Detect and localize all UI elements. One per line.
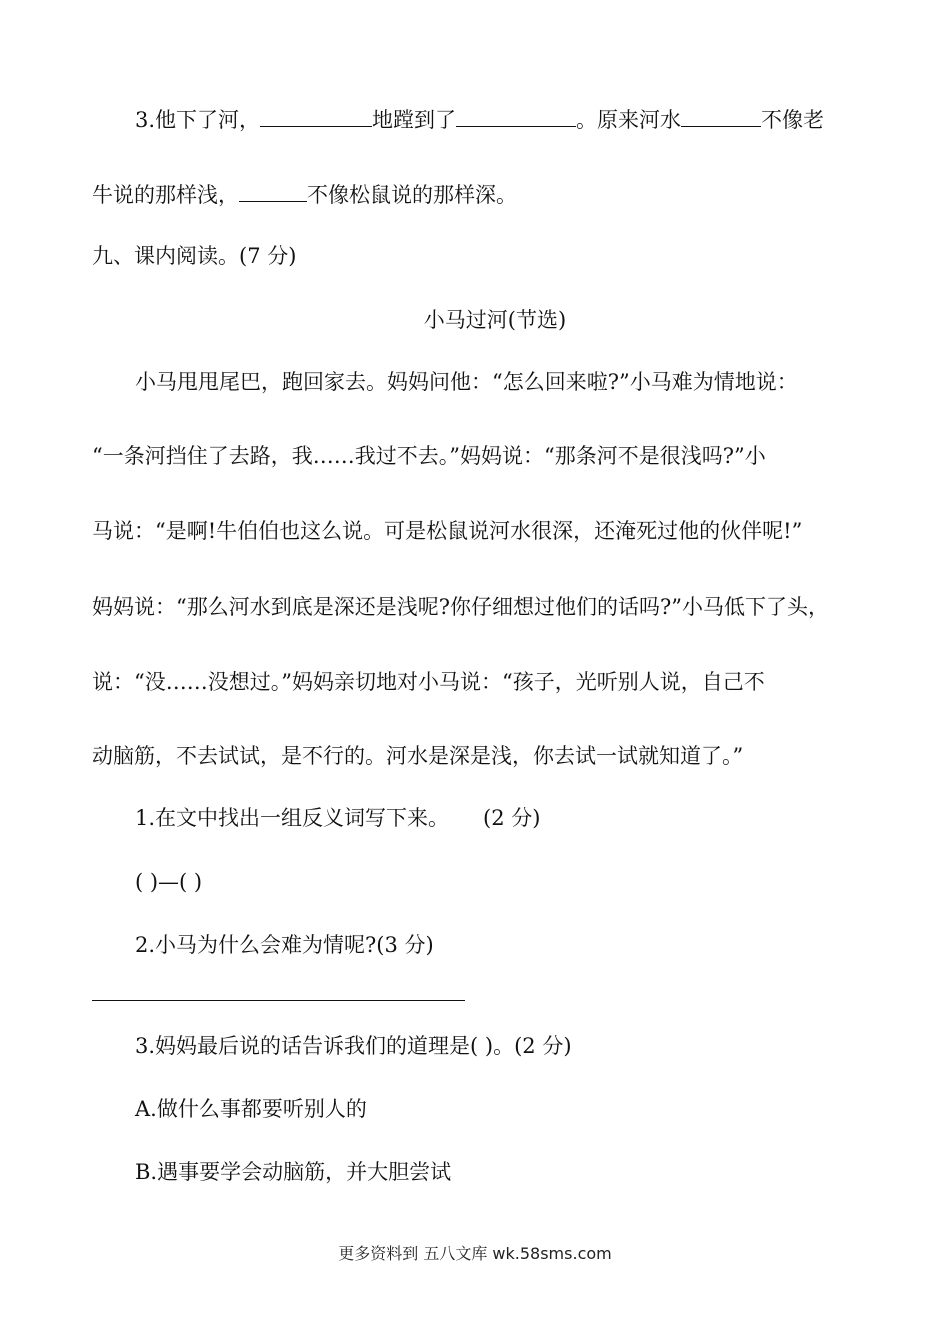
passage-line: “一条河挡住了去路，我……我过不去。”妈妈说：“那条河不是很浅吗?”小 [92, 444, 766, 468]
answer-blank[interactable] [456, 104, 576, 127]
question-8-3-line-1 [135, 104, 824, 135]
option-b[interactable]: B.遇事要学会动脑筋，并大胆尝试 [135, 1160, 452, 1184]
footer-watermark: 更多资料到 五八文库 wk.58sms.com [338, 1244, 612, 1263]
question-3: 3.妈妈最后说的话告诉我们的道理是( )。(2 分) [135, 1034, 572, 1058]
text-segment: 3.他下了河， [135, 108, 261, 132]
text-segment: 不像老 [761, 108, 825, 132]
question-1 [135, 803, 540, 833]
antonym-answer-blanks[interactable]: ( )—( ) [135, 870, 203, 894]
passage-line: 妈妈说：“那么河水到底是深还是浅呢?你仔细想过他们的话吗?”小马低下了头， [92, 595, 829, 619]
answer-blank[interactable] [681, 104, 761, 127]
text-segment: 牛说的那样浅， [92, 183, 239, 207]
question-8-3-line-2 [92, 179, 517, 210]
option-a[interactable]: A.做什么事都要听别人的 [135, 1097, 367, 1121]
question-score: (2 分) [483, 806, 541, 830]
text-segment: 地蹚到了 [372, 108, 457, 132]
passage-title: 小马过河(节选) [423, 308, 567, 332]
passage-line: 马说：“是啊!牛伯伯也这么说。可是松鼠说河水很深，还淹死过他的伙伴呢!” [92, 519, 803, 543]
answer-line[interactable] [92, 1000, 465, 1001]
answer-blank[interactable] [260, 104, 372, 127]
question-2: 2.小马为什么会难为情呢?(3 分) [135, 933, 434, 957]
passage-line: 说：“没……没想过。”妈妈亲切地对小马说：“孩子，光听别人说，自己不 [92, 670, 765, 694]
passage-line: 小马甩甩尾巴，跑回家去。妈妈问他：“怎么回来啦?”小马难为情地说： [135, 370, 798, 394]
question-text: 1.在文中找出一组反义词写下来。 [135, 806, 450, 830]
text-segment: 。原来河水 [576, 108, 682, 132]
passage-line: 动脑筋，不去试试，是不行的。河水是深是浅，你去试一试就知道了。” [92, 744, 744, 768]
section-9-heading: 九、课内阅读。(7 分) [92, 244, 297, 268]
answer-blank[interactable] [239, 179, 307, 202]
text-segment: 不像松鼠说的那样深。 [307, 183, 517, 207]
